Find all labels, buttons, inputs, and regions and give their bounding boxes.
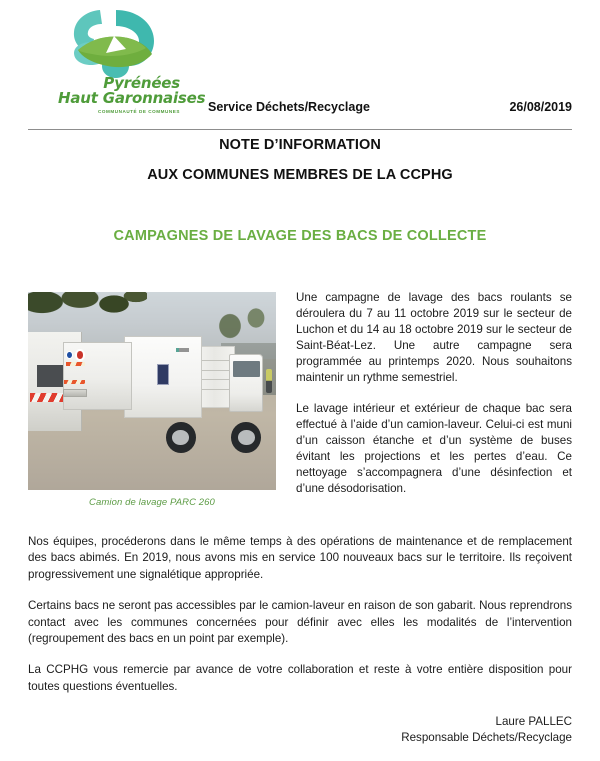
section-heading: CAMPAGNES DE LAVAGE DES BACS DE COLLECTE (113, 228, 487, 244)
body-text-column (28, 534, 572, 710)
truck-photo (28, 292, 276, 490)
paragraph-campaign-dates: Une campagne de lavage des bacs roulants se déroulera du 7 au 11 octobre 2019 sur le secteur de Luchon et du 14 au 18 octobre 2019 sur le secteur de Saint-Béat-Lez. Une autre campagne sera programmée au printemps 2020. Nous souhaitons maintenir un rythme semestriel. (296, 291, 572, 385)
service-name: Service Déchets/Recyclage (208, 100, 370, 114)
document-header (28, 100, 572, 122)
truck-rear-wheel (166, 422, 196, 453)
intro-text-column (296, 290, 572, 511)
page-subtitle: AUX COMMUNES MEMBRES DE LA CCPHG (147, 167, 453, 183)
pyrenees-swirl-icon (70, 8, 160, 80)
header-divider (28, 129, 572, 130)
signature-role: Responsable Déchets/Recyclage (401, 731, 572, 745)
logo-subtitle: COMMUNAUTÉ DE COMMUNES (97, 108, 180, 114)
photo-second-truck-panel (37, 365, 65, 387)
photo-worker-right (266, 369, 272, 393)
photo-second-truck-stripe (30, 393, 64, 402)
logo-line-1: Pyrénées (103, 74, 180, 92)
truck-front-wheel (231, 422, 261, 453)
truck-manufacturer-logo (176, 348, 189, 352)
photo-background (28, 292, 276, 490)
truck-hazard-stripe-lower (64, 380, 84, 384)
signature-block (272, 714, 572, 747)
paragraph-maintenance: Nos équipes, procéderons dans le même temps à des opérations de maintenance et de remplacement des bacs abimés. En 2019, nous avons mis en service 100 nouveaux bacs sur le territoire. Ils reçoivent progressivement une signalétique appropriée. (28, 535, 572, 581)
truck-no-entry-sign (75, 349, 85, 360)
paragraph-accessibility: Certains bacs ne seront pas accessibles par le camion-laveur en raison de son gabarit. Nous reprendrons contact avec les communes concernées pour définir avec elles les modalités de l’intervention (regroupement des bacs en un point par exemple). (28, 599, 572, 646)
photo-main-truck (63, 336, 261, 439)
document-date: 26/08/2019 (509, 100, 572, 114)
logo-line-2: Haut Garonnaises (58, 89, 206, 108)
paragraph-washing-method: Le lavage intérieur et extérieur de chaque bac sera effectué à l’aide d’un camion-laveur. Celui-ci est muni d’un caisson étanche et d’un système de buses évitant les projections et les pertes d’eau. Ce nettoyage s’accompagnera d’une désinfection et d’une désodorisation. (296, 401, 572, 496)
photo-treeline-left (28, 292, 147, 336)
truck-control-panel (157, 364, 169, 385)
truck-cab (229, 354, 263, 412)
signature-name: Laure PALLEC (495, 715, 572, 728)
page-title: NOTE D’INFORMATION (219, 137, 381, 153)
truck-hazard-stripe-upper (66, 362, 85, 367)
truck-rear-bumper (63, 389, 87, 398)
photo-caption: Camion de lavage PARC 260 (89, 497, 215, 508)
truck-body (124, 336, 201, 418)
truck-blue-sign (66, 351, 73, 359)
paragraph-closing: La CCPHG vous remercie par avance de votre collaboration et reste à votre entière disposition pour toutes questions éventuelles. (28, 663, 572, 693)
truck-rear-hopper (63, 342, 132, 410)
truck-cab-window (233, 361, 260, 378)
